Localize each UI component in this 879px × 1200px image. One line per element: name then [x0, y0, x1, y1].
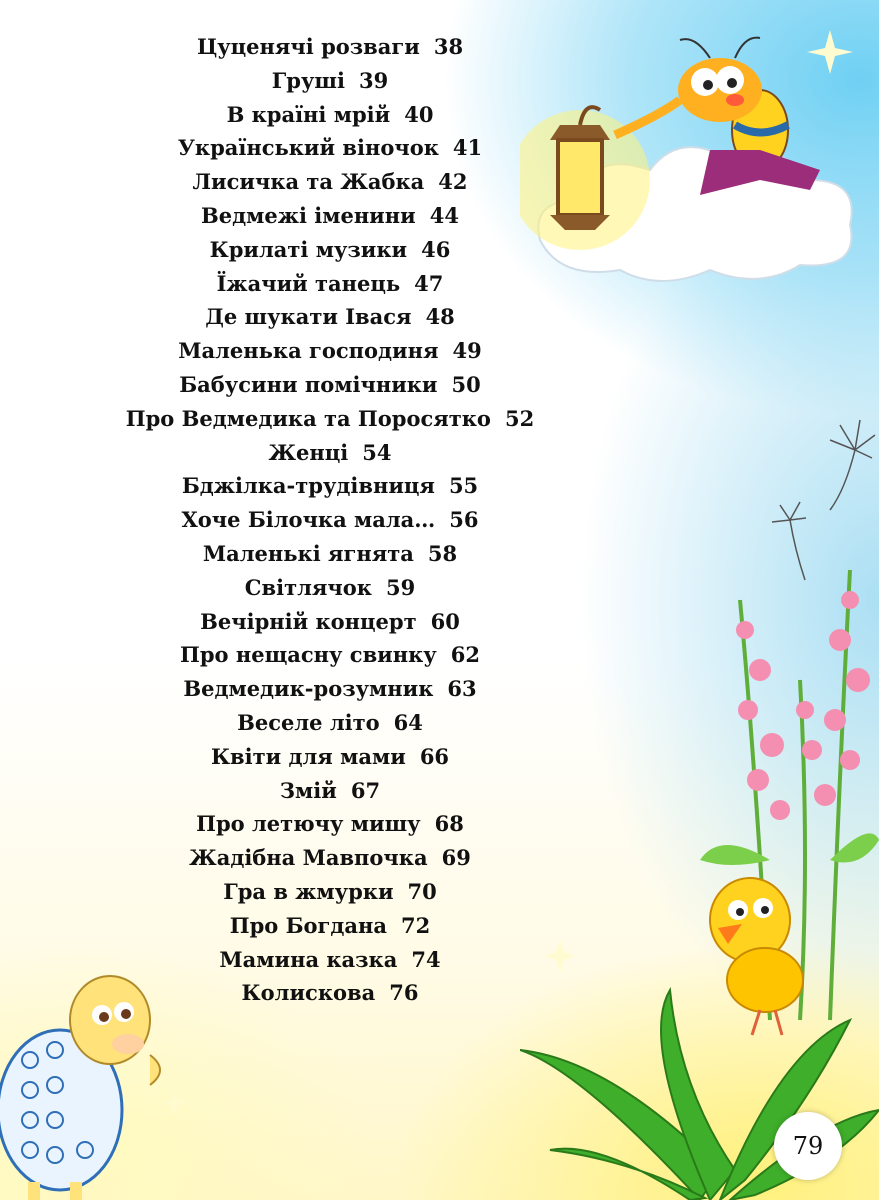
toc-entry — [90, 368, 570, 402]
toc-entry-page: 49 — [452, 338, 482, 364]
toc-entry-page: 46 — [421, 236, 451, 262]
toc-entry — [90, 774, 570, 808]
toc-entry-title: Маленька господиня — [178, 338, 439, 364]
toc-entry-title: Бджілка-трудівниця — [181, 473, 435, 499]
toc-entry-title: Про Ведмедика та Поросятко — [125, 405, 491, 431]
toc-entry — [90, 537, 570, 571]
toc-entry-title: Мамина казка — [219, 946, 398, 972]
toc-entry — [90, 469, 570, 503]
toc-entry — [90, 976, 570, 1010]
toc-entry-title: Лисичка та Жабка — [192, 169, 425, 195]
toc-entry-title: Світлячок — [244, 574, 372, 600]
toc-entry-title: Маленькі ягнята — [202, 540, 414, 566]
toc-entry — [90, 706, 570, 740]
toc-entry — [90, 402, 570, 436]
toc-entry — [90, 503, 570, 537]
toc-entry-title: Хоче Білочка мала… — [181, 507, 436, 533]
toc-entry — [90, 165, 570, 199]
toc-entry-title: Цуценячі розваги — [196, 34, 420, 59]
toc-entry-page: 47 — [414, 270, 444, 296]
toc-entry-page: 74 — [411, 946, 441, 972]
toc-entry-title: Вечірній концерт — [200, 608, 417, 634]
toc-entry-title: Про нещасну свинку — [180, 642, 437, 668]
toc-entry-page: 48 — [425, 304, 455, 330]
toc-entry-page: 67 — [350, 777, 381, 803]
toc-entry-title: Де шукати Івася — [205, 304, 412, 330]
toc-entry — [90, 300, 570, 334]
toc-entry-title: Про Богдана — [229, 912, 387, 938]
toc-entry — [90, 605, 570, 639]
toc-entry — [90, 131, 570, 165]
toc-entry — [90, 64, 570, 98]
toc-entry-title: Квіти для мами — [210, 743, 406, 769]
toc-entry-page: 72 — [401, 912, 431, 938]
toc-entry-title: В країні мрій — [226, 101, 391, 127]
toc-entry-title: Женці — [268, 439, 349, 465]
chick-icon — [710, 878, 803, 1035]
toc-entry-page: 41 — [452, 135, 483, 161]
toc-entry-page: 56 — [449, 507, 479, 533]
toc-entry — [90, 807, 570, 841]
toc-entry-title: Колискова — [241, 980, 376, 1006]
toc-entry-page: 39 — [358, 67, 389, 93]
toc-entry-page: 58 — [427, 540, 458, 566]
toc-entry-title: Гра в жмурки — [223, 878, 394, 904]
toc-entry-page: 50 — [451, 371, 481, 397]
toc-entry — [90, 875, 570, 909]
toc-entry-page: 40 — [404, 101, 434, 127]
toc-entry-title: Змій — [279, 777, 337, 803]
toc-entry-page: 76 — [389, 980, 419, 1006]
toc-entry — [90, 571, 570, 605]
toc-entry-page: 54 — [362, 439, 392, 465]
toc-entry-title: Веселе літо — [237, 709, 380, 735]
toc-entry — [90, 334, 570, 368]
toc-entry — [90, 436, 570, 470]
toc-entry-title: Крилаті музики — [209, 236, 408, 262]
toc-entry — [90, 672, 570, 706]
toc-entry — [90, 638, 570, 672]
toc-entry — [90, 199, 570, 233]
page-number: 79 — [774, 1112, 842, 1180]
toc-entry — [90, 98, 570, 132]
toc-entry-page: 44 — [429, 202, 459, 228]
toc-entry-title: Груші — [271, 67, 345, 93]
toc-entry-page: 66 — [419, 743, 450, 769]
toc-entry-page: 68 — [434, 811, 464, 837]
toc-entry-page: 63 — [447, 676, 477, 702]
toc-entry — [90, 740, 570, 774]
toc-entry-page: 38 — [433, 34, 464, 59]
toc-entry-title: Ведмедик-розумник — [183, 676, 434, 702]
toc-entry-page: 42 — [438, 169, 468, 195]
toc-entry — [90, 841, 570, 875]
toc-entry — [90, 943, 570, 977]
toc-entry-title: Про летючу мишу — [196, 811, 421, 837]
toc-entry-page: 64 — [393, 709, 423, 735]
toc-entry — [90, 267, 570, 301]
toc-entry — [90, 909, 570, 943]
toc-entry-page: 59 — [385, 574, 416, 600]
table-of-contents — [90, 30, 570, 1010]
toc-entry-title: Бабусини помічники — [179, 371, 438, 397]
toc-entry-title: Їжачий танець — [216, 270, 401, 296]
toc-entry-page: 70 — [407, 878, 437, 904]
toc-entry-title: Жадібна Мавпочка — [189, 845, 428, 871]
toc-entry — [90, 30, 570, 64]
toc-entry — [90, 233, 570, 267]
toc-entry-page: 60 — [430, 608, 460, 634]
toc-entry-title: Ведмежі іменини — [201, 202, 416, 228]
toc-entry-page: 52 — [504, 405, 535, 431]
toc-entry-page: 69 — [441, 845, 471, 871]
toc-entry-title: Український віночок — [177, 135, 439, 161]
sparkle-icon — [807, 30, 853, 74]
firefly-with-lantern-illustration — [520, 30, 870, 290]
toc-entry-page: 62 — [450, 642, 480, 668]
toc-entry-page: 55 — [448, 473, 479, 499]
